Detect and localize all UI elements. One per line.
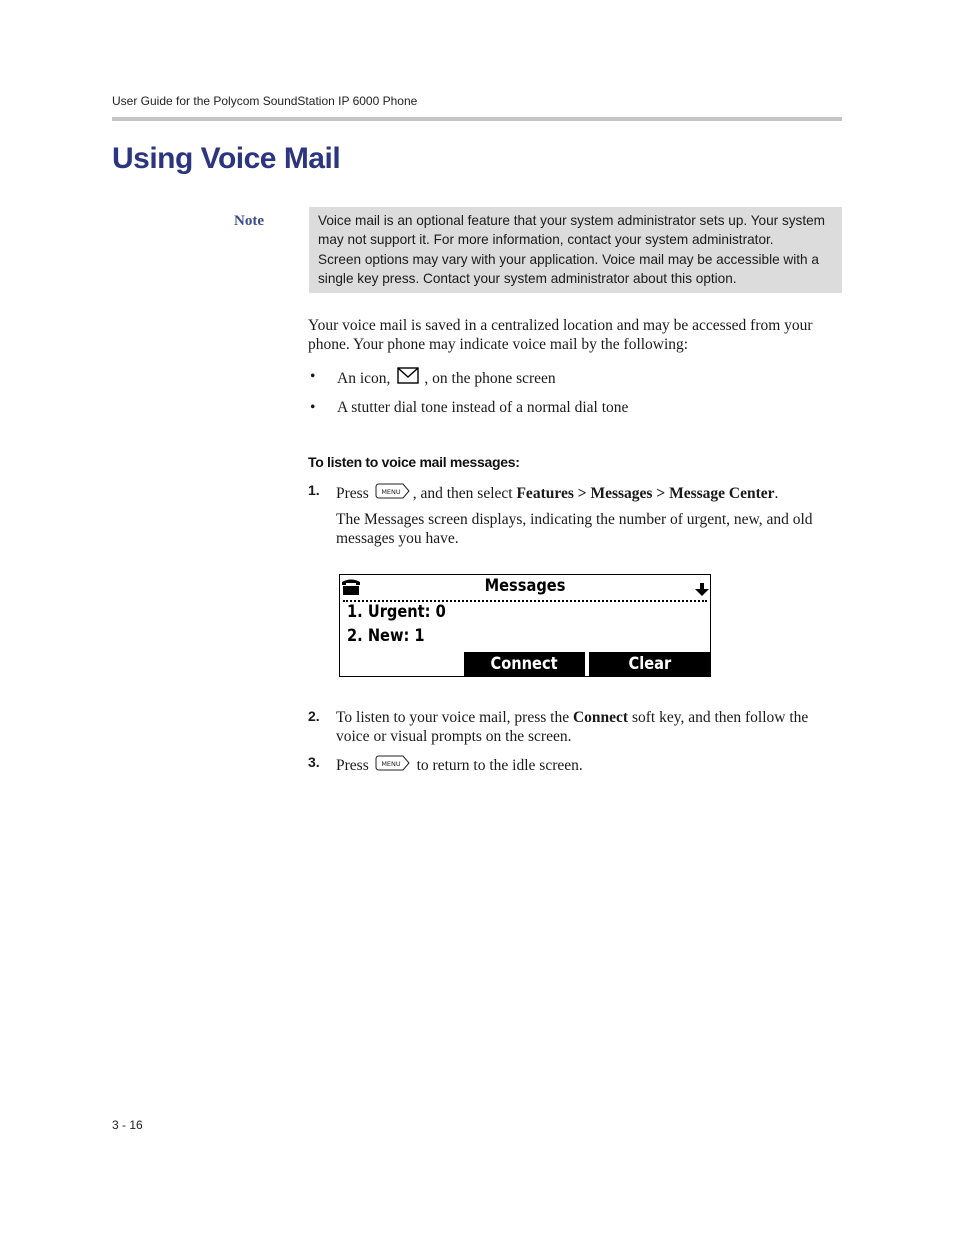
step-3-text (336, 754, 842, 777)
bullet-text: A stutter dial tone instead of a normal dial tone (337, 399, 629, 416)
arrow-down-icon (695, 582, 709, 601)
phone-line-new: 2. New: 1 (347, 626, 425, 646)
step-3-after-key: to return to the idle screen. (416, 757, 583, 774)
bullet-text-after: , on the phone screen (424, 369, 556, 387)
step-1-text (336, 482, 842, 505)
step-3-number: 3. (308, 754, 320, 770)
intro-paragraph: Your voice mail is saved in a centralized location and may be accessed from your phone. Your phone may indicate voice mail by the following: (308, 317, 813, 353)
page-number: 3 - 16 (112, 1118, 143, 1132)
menu-key-label: MENU (381, 488, 401, 496)
step-1-press: Press (336, 485, 369, 502)
running-header: User Guide for the Polycom SoundStation IP 6000 Phone (112, 94, 418, 108)
header-rule (112, 117, 842, 121)
step-1-after-key: , and then select (412, 485, 513, 502)
step-3-press: Press (336, 757, 369, 774)
note-paragraph-2: Screen options may vary with your application. Voice mail may be accessible with a single key press. Contact your system administrator about this option. (318, 252, 819, 286)
path-message-center: Message Center (669, 485, 775, 502)
handset-icon (341, 578, 361, 600)
phone-screen-title: Messages (484, 576, 566, 596)
bullet-text-before: An icon, (337, 369, 391, 387)
path-messages: Messages (590, 485, 653, 502)
step-2-before: To listen to your voice mail, press the (336, 709, 570, 726)
step-1-number: 1. (308, 482, 320, 498)
step-2-text (336, 708, 842, 746)
phone-screen-messages (339, 574, 711, 677)
note-label: Note (234, 213, 264, 229)
path-features: Features (516, 485, 574, 502)
envelope-icon (397, 367, 419, 389)
path-separator: > (656, 485, 666, 502)
bullet-dot: • (310, 368, 316, 385)
menu-key-icon (375, 482, 411, 505)
bullet-dot: • (310, 399, 316, 416)
note-box (309, 207, 842, 293)
softkey-clear[interactable]: Clear (589, 652, 710, 676)
step-1-detail: The Messages screen displays, indicating the number of urgent, new, and old messages you have. (336, 511, 813, 547)
page-title: Using Voice Mail (112, 142, 341, 175)
note-paragraph-1: Voice mail is an optional feature that your system administrator sets up. Your system may not support it. For more information, contact your system administrator. (318, 213, 825, 247)
step-2-number: 2. (308, 708, 320, 724)
step-2-after: soft key, and then follow the voice or visual prompts on the screen. (336, 709, 809, 745)
phone-line-urgent: 1. Urgent: 0 (347, 602, 446, 622)
step-1-end: . (774, 485, 779, 502)
menu-key-icon (375, 754, 411, 777)
path-separator: > (577, 485, 587, 502)
softkey-connect[interactable]: Connect (464, 652, 585, 676)
step-2-connect-key: Connect (572, 709, 629, 726)
menu-key-label: MENU (381, 760, 401, 768)
procedure-heading: To listen to voice mail messages: (308, 454, 520, 470)
